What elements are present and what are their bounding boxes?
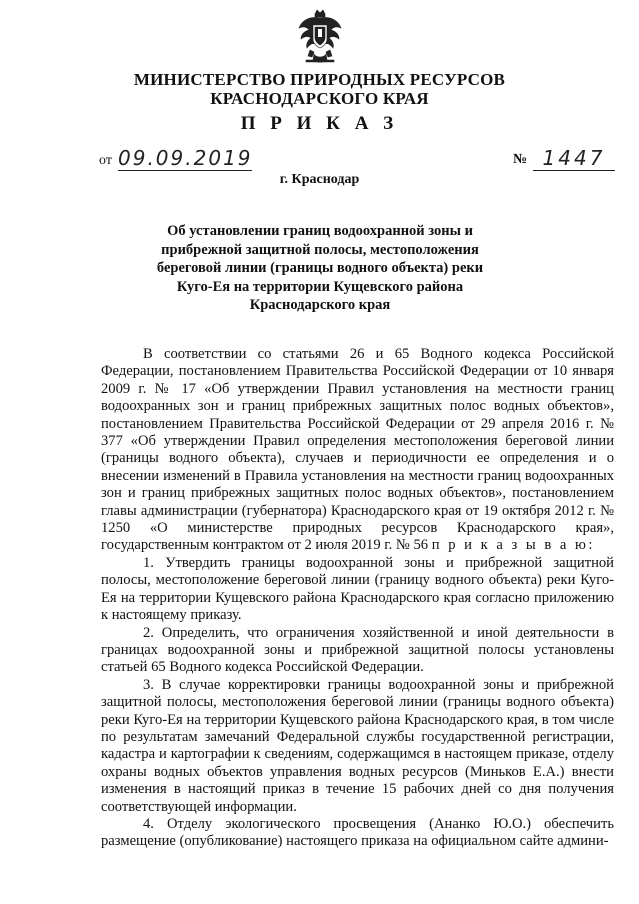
preamble-paragraph (101, 346, 614, 555)
ministry-name-line1: МИНИСТЕРСТВО ПРИРОДНЫХ РЕСУРСОВ (133, 70, 506, 89)
coat-of-arms-icon (296, 8, 344, 66)
city-line: г. Краснодар (279, 172, 360, 187)
document-subject (150, 222, 490, 315)
subject-line: прибрежной защитной полосы, местоположения (161, 241, 479, 258)
preamble-text: В соответствии со статьями 26 и 65 Водного кодекса Российской Федерации, постановлением Правительства Российской Федерации от 10 января 2009 г. № 17 «Об утверждении Правил установления на местности границ водоохранных зон и границ прибрежных защитных полос водных объектов», постановлением Правительства Российской Федерации от 29 апреля 2016 г. № 377 «Об утверждении Правил определения местоположения береговой линии (границы водного объекта), случаев и периодичности ее определения и о внесении изменений в Правила установления на местности границ водоохранных зон и границ прибрежных защитных полос водных объектов», постановлением главы администрации (губернатора) Краснодарского края от 19 октября 2012 г. № 1250 «О министерстве природных ресурсов Краснодарского края», государственным контрактом от 2 июля 2019 г. № 56 (101, 346, 614, 554)
date-value: 09.09.2019 (118, 146, 253, 170)
date-label: от (99, 153, 112, 168)
subject-line: Об установлении границ водоохранной зоны и (167, 223, 473, 239)
item-paragraph-4: 4. Отделу экологического просвещения (Ананко Ю.О.) обеспечить размещение (опубликование) настоящего приказа на официальном сайте админи- (101, 815, 614, 850)
document-body (101, 346, 614, 851)
ministry-name-line2: КРАСНОДАРСКОГО КРАЯ (210, 89, 429, 108)
number-value: 1447 (533, 146, 615, 171)
number-label: № (513, 152, 528, 167)
subject-line: Куго-Ея на территории Кущевского района (176, 278, 464, 295)
document-type-title: П Р И К А З (240, 113, 399, 134)
order-keyword: п р и к а з ы в а ю: (431, 537, 595, 554)
item-paragraph-3: 3. В случае корректировки границы водоохранной зоны и прибрежной защитной полосы, местоположения береговой линии (границы водного объекта) реки Куго-Ея на территории Кущевского района Краснодарского края, в том числе по результатам замечаний Федеральной службы государственной регистрации, кадастра и картографии к сведениям, содержащимся в настоящем приказе, отделу охраны водных объектов управления водных ресурсов (Миньков Е.А.) внести изменения в настоящий приказ в течение 15 рабочих дней со дня получения соответствующей информации. (101, 676, 614, 815)
item-paragraph-2: 2. Определить, что ограничения хозяйственной и иной деятельности в границах водоохранной зоны и прибрежной защитной полосы установлены статьей 65 Водного кодекса Российской Федерации. (101, 624, 614, 676)
item-paragraph-1: 1. Утвердить границы водоохранной зоны и прибрежной защитной полосы, местоположение береговой линии (границу водного объекта) реки Куго-Ея на территории Кущевского района Краснодарского края согласно приложению к настоящему приказу. (101, 554, 614, 624)
subject-line: Краснодарского края (249, 297, 391, 313)
subject-line: береговой линии (границы водного объекта) реки (156, 260, 484, 276)
